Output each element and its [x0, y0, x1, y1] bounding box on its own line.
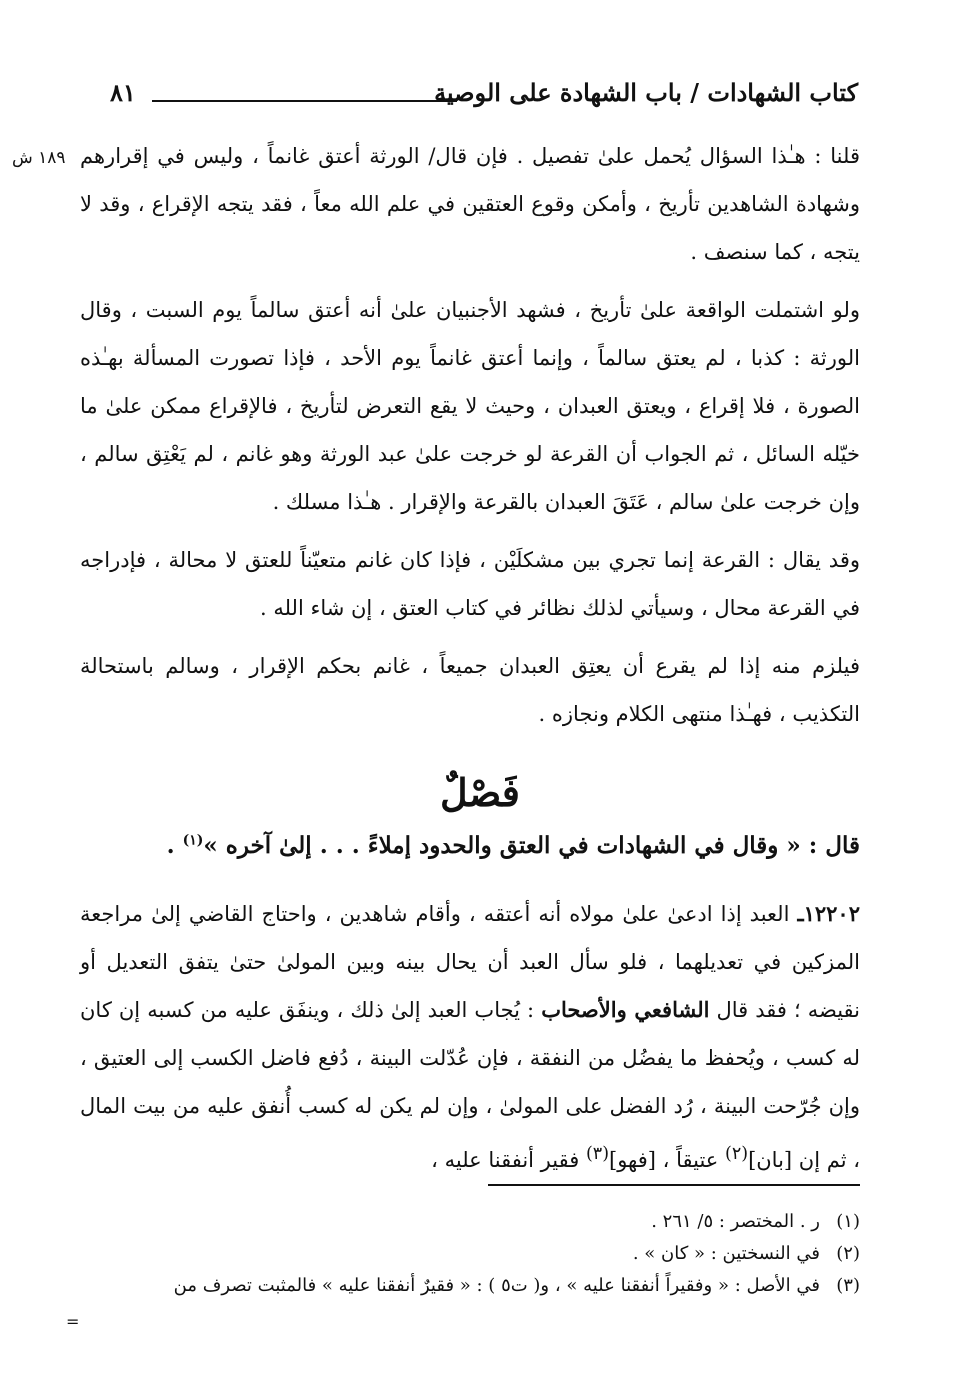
paragraph-number: ١٢٢٠٢ـ [797, 901, 860, 926]
scholar-names: الشافعي والأصحاب [541, 997, 710, 1022]
footnote-number: (٣) [836, 1275, 860, 1296]
section-heading: فَصْلٌ [440, 770, 520, 815]
paragraph-5-text-b: : يُجاب العبد إلىٰ ذلك ، وينفَق عليه من كسبه إن كان له كسب ، ويُحفظ ما يفضُل من النفقة ، فإن عُدّلت البينة ، دُفع فاضل الكسب إلى العتيق ، وإن جُرّحت البينة ، رُد الفضل على المولىٰ ، وإن لم يكن له كسب أُنفق عليه من بيت المال ، ثم إن [بان] [80, 998, 860, 1172]
footnote-text: في النسختين : « كان » . [632, 1243, 820, 1264]
footnote-number: (٢) [836, 1243, 860, 1264]
footnote-rule [488, 1184, 860, 1186]
running-header [110, 78, 858, 112]
main-text-2 [80, 890, 860, 1194]
page-number: ٨١ [110, 78, 136, 107]
footnote-text: في الأصل : « وفقيراً أنفقنا عليه » ، و( ت٥ ) : « فقيرٌ أنفقنا عليه » فالمثبت تصرف من [173, 1275, 820, 1296]
continuation-mark: = [66, 1312, 80, 1331]
footnote-ref-3: (٣) [585, 1144, 610, 1164]
paragraph-2: ولو اشتملت الواقعة علىٰ تأريخ ، فشهد الأجنبيان علىٰ أنه أعتق سالماً يوم السبت ، وقال الورثة : كذبا ، لم يعتق سالماً ، وإنما أعتق غانماً يوم الأحد ، فإذا تصورت المسألة بهـٰذه الصورة ، فلا إقراع ، ويعتق العبدان ، وحيث لا يقع التعرض لتأريخ ، فالإقراع ممكن علىٰ ما خيّله السائل ، ثم الجواب أن القرعة لو خرجت علىٰ عبد الورثة وهو غانم ، لم يَعْتِق سالم ، وإن خرجت علىٰ سالم ، عَتَقَ العبدان بالقرعة والإقرار . هـٰذا مسلك . [80, 298, 860, 514]
footnote-ref-1: (١) [182, 832, 204, 849]
footnote-text: ر . المختصر : ٥/ ٢٦١ . [651, 1211, 820, 1232]
paragraph-1: قلنا : هـٰذا السؤال يُحمل علىٰ تفصيل . فإن قال/ الورثة أعتق غانماً ، وليس في إقرارهم وشهادة الشاهدين تأريخ ، وأمكن وقوع العتقين في علم الله معاً ، فقد يتجه الإقراع ، وقد لا يتجه ، كما سنصف . [80, 144, 860, 264]
paragraph-5-text-a: العبد إذا ادعىٰ علىٰ مولاه أنه أعتقه ، وأقام شاهدين ، واحتاج القاضي إلىٰ مراجعة المزكين في تعديلهما ، فلو سأل العبد أن يحال بينه وبين المولىٰ حتىٰ يتفق التعديل أو نقيضه ؛ فقد قال [80, 902, 861, 1022]
paragraph-5-text-c: عتيقاً ، [فهو] [609, 1148, 725, 1172]
footnote-3 [70, 1270, 860, 1302]
main-text [80, 132, 860, 748]
footnotes [70, 1206, 860, 1302]
footnote-number: (١) [836, 1211, 860, 1232]
footnote-2 [70, 1238, 860, 1270]
header-rule [152, 100, 457, 102]
paragraph-5-text-d: فقير أنفقنا عليه ، [431, 1148, 586, 1172]
footnote-ref-2: (٢) [725, 1144, 749, 1164]
quote-end: . [166, 832, 183, 859]
paragraph-3: وقد يقال : القرعة إنما تجري بين مشكلَيْن ، فإذا كان غانم متعيّناً للعتق لا محالة ، فإدراجه في القرعة محال ، وسيأتي لذلك نظائر في كتاب العتق ، إن شاء الله . [80, 548, 861, 620]
paragraph-4: فيلزم منه إذا لم يقرع أن يعتِق العبدان جميعاً ، غانم بحكم الإقرار ، وسالم باستحالة التكذيب ، فهـٰذا منتهى الكلام ونجازه . [80, 654, 860, 726]
quote-text: قال : « وقال في الشهادات في العتق والحدود إملاءً . . . إلىٰ آخره » [203, 832, 860, 859]
quote-line [167, 832, 860, 859]
header-title: كتاب الشهادات / باب الشهادة على الوصية [434, 78, 858, 107]
paragraph-5 [80, 890, 860, 1184]
margin-reference: ١٨٩ ش [12, 148, 66, 168]
footnote-1 [70, 1206, 860, 1238]
